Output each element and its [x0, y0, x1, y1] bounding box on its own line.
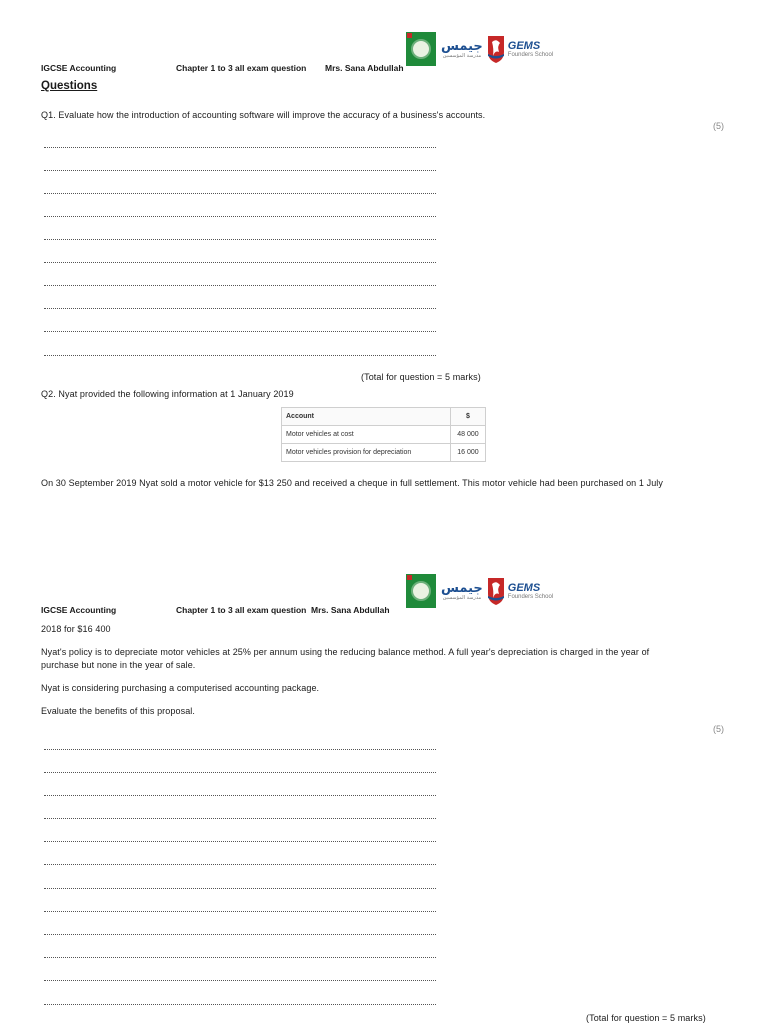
answer-line[interactable] — [44, 864, 436, 865]
q2-total: (Total for question = 5 marks) — [586, 1013, 706, 1023]
table-header-row — [282, 408, 486, 426]
section-title: Questions — [41, 80, 98, 92]
answer-line[interactable] — [44, 911, 436, 912]
logo-gems: GEMS Founders School — [507, 40, 554, 58]
answer-line[interactable] — [44, 355, 436, 356]
q1-total: (Total for question = 5 marks) — [361, 372, 481, 382]
accounts-table — [281, 407, 486, 462]
answer-line[interactable] — [44, 749, 436, 750]
table-cell: 48 000 — [451, 426, 486, 444]
answer-line[interactable] — [44, 239, 436, 240]
answer-line[interactable] — [44, 170, 436, 171]
answer-line[interactable] — [44, 795, 436, 796]
gems-shield-icon — [487, 576, 505, 606]
header-chapter: Chapter 1 to 3 all exam question — [176, 63, 307, 73]
answer-line[interactable] — [44, 285, 436, 286]
answer-line[interactable] — [44, 818, 436, 819]
table-cell: 16 000 — [451, 444, 486, 462]
school-logo — [406, 32, 553, 66]
answer-line[interactable] — [44, 934, 436, 935]
answer-line[interactable] — [44, 216, 436, 217]
logo-gems: GEMS Founders School — [507, 582, 554, 600]
gems-shield-icon — [487, 34, 505, 64]
q2-marks: (5) — [713, 724, 724, 734]
table-row — [282, 444, 486, 462]
q2-evaluate: Evaluate the benefits of this proposal. — [41, 706, 195, 716]
answer-line[interactable] — [44, 1004, 436, 1005]
q2-continuation: 2018 for $16 400 — [41, 624, 111, 634]
header-subject: IGCSE Accounting — [41, 63, 117, 73]
answer-line[interactable] — [44, 841, 436, 842]
answer-line[interactable] — [44, 980, 436, 981]
q2-sale-text: On 30 September 2019 Nyat sold a motor vehicle for $13 250 and received a cheque in full settlement. This motor vehicle had been purchased on 1 July — [41, 478, 663, 488]
school-logo — [406, 574, 553, 608]
table-row — [282, 426, 486, 444]
answer-line[interactable] — [44, 147, 436, 148]
answer-line[interactable] — [44, 308, 436, 309]
logo-arabic: جيمس مدرسة المؤسسين — [441, 38, 483, 59]
q2-policy-line2: purchase but none in the year of sale. — [41, 660, 196, 670]
header-teacher: Mrs. Sana Abdullah — [311, 605, 390, 615]
logo-arabic: جيمس مدرسة المؤسسين — [441, 580, 483, 601]
table-cell: Motor vehicles at cost — [282, 426, 451, 444]
answer-line[interactable] — [44, 957, 436, 958]
answer-line[interactable] — [44, 193, 436, 194]
answer-line[interactable] — [44, 888, 436, 889]
school-seal-icon — [406, 32, 436, 66]
header-teacher: Mrs. Sana Abdullah — [325, 63, 404, 73]
school-seal-icon — [406, 574, 436, 608]
answer-line[interactable] — [44, 331, 436, 332]
q1-marks: (5) — [713, 121, 724, 131]
q2-intro: Q2. Nyat provided the following information at 1 January 2019 — [41, 389, 294, 399]
header-subject: IGCSE Accounting — [41, 605, 117, 615]
answer-line[interactable] — [44, 772, 436, 773]
table-header-cell: $ — [451, 408, 486, 426]
q1-text: Q1. Evaluate how the introduction of accounting software will improve the accuracy of a business's accounts. — [41, 110, 486, 120]
table-cell: Motor vehicles provision for depreciation — [282, 444, 451, 462]
table-header-cell: Account — [282, 408, 451, 426]
header-chapter: Chapter 1 to 3 all exam question — [176, 605, 307, 615]
q2-considering: Nyat is considering purchasing a computerised accounting package. — [41, 683, 320, 693]
q2-policy-line1: Nyat's policy is to depreciate motor vehicles at 25% per annum using the reducing balance method. A full year's depreciation is charged in the year of — [41, 647, 650, 657]
answer-line[interactable] — [44, 262, 436, 263]
